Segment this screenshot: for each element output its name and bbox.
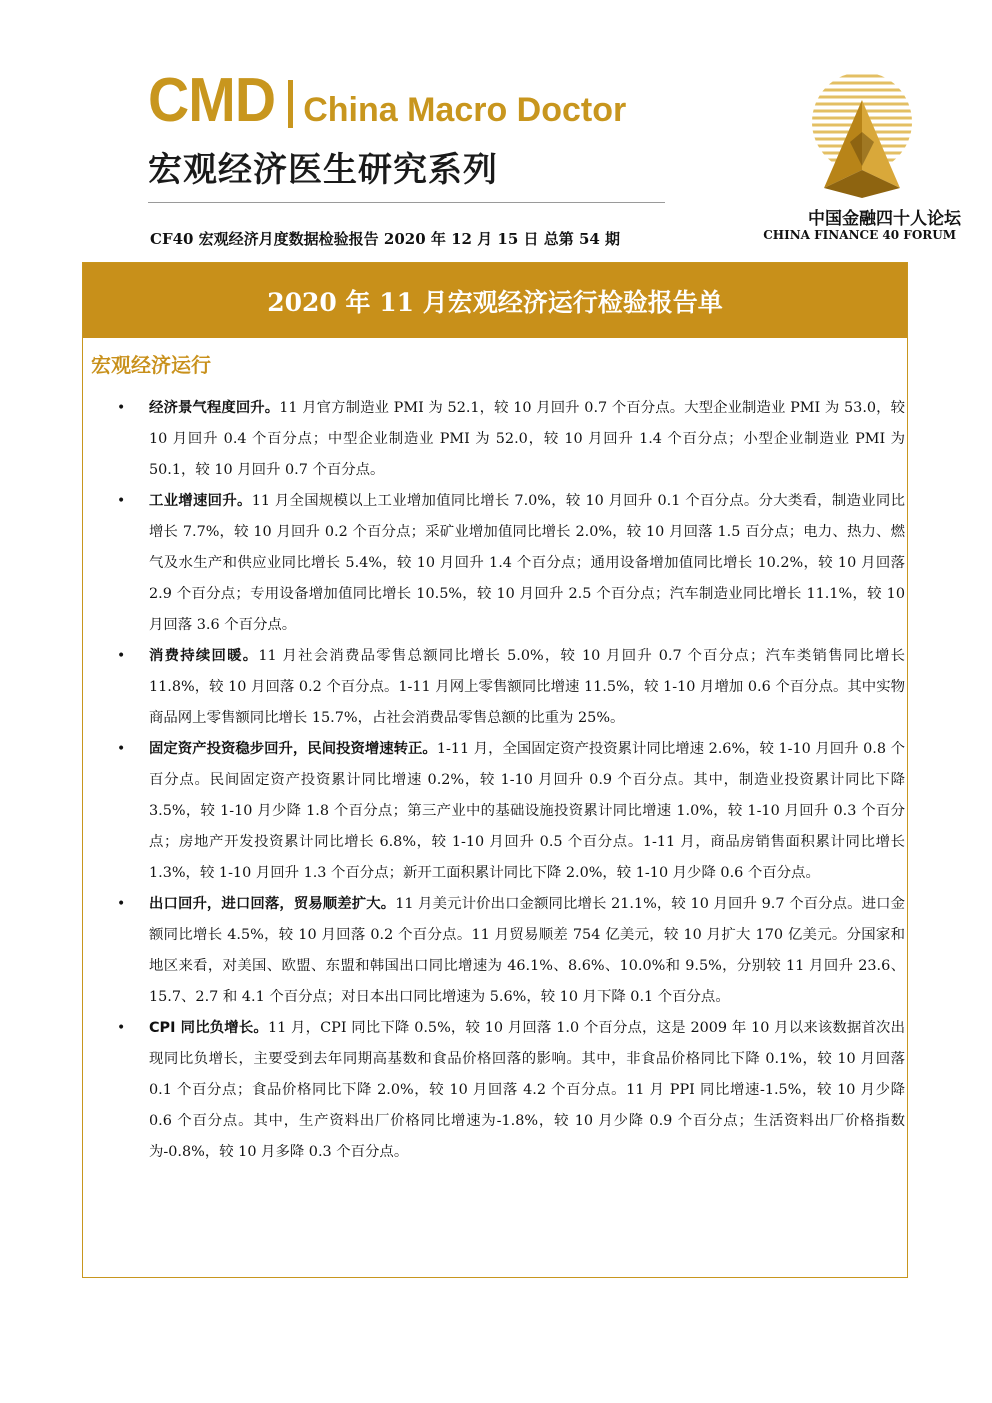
section-heading: 宏观经济运行 bbox=[91, 353, 211, 377]
bullet-icon: • bbox=[117, 400, 126, 416]
bullet-lead: CPI 同比负增长。 bbox=[149, 1020, 268, 1036]
bullet-body: 11 月美元计价出口金额同比增长 21.1%，较 10 月回升 9.7 个百分点。进口金额同比增长 4.5%，较 10 月回落 0.2 个百分点。11 月贸易顺差 754 亿美元，较 10 月扩大 170 亿美元。分国家和地区来看，对美国、欧盟、东盟和韩国出口同比增速为 46.1%、8.6%、10.0%和 9.5%，分别较 11 月回升 23.6、15.7、2.7 和 4.1 个百分点；对日本出口同比增速为 5.6%，较 10 月下降 0.1 个百分点。 bbox=[149, 896, 905, 1005]
report-panel bbox=[82, 262, 908, 1278]
bullet-icon: • bbox=[117, 896, 126, 912]
bullet-lead: 工业增速回升。 bbox=[149, 493, 252, 509]
report-title-band bbox=[83, 263, 907, 338]
brand-abbreviation: CMD bbox=[148, 66, 276, 135]
brand-divider bbox=[288, 80, 293, 128]
pyramid-sun-icon bbox=[804, 70, 924, 200]
bullet-icon: • bbox=[117, 741, 126, 757]
header-divider bbox=[148, 202, 665, 203]
bullet-body: 11 月，CPI 同比下降 0.5%，较 10 月回落 1.0 个百分点，这是 2009 年 10 月以来该数据首次出现同比负增长，主要受到去年同期高基数和食品价格回落的影响。其中，非食品价格同比下降 0.1%，较 10 月回落 0.1 个百分点；食品价格同比下降 2.0%，较 10 月回落 4.2 个百分点。11 月 PPI 同比增速-1.5%，较 10 月少降 0.6 个百分点。其中，生产资料出厂价格同比增速为-1.8%，较 10 月少降 0.9 个百分点；生活资料出厂价格指数为-0.8%，较 10 月多降 0.3 个百分点。 bbox=[149, 1020, 905, 1160]
bullet-body: 11 月社会消费品零售总额同比增长 5.0%，较 10 月回升 0.7 个百分点；汽车类销售同比增长 11.8%，较 10 月回落 0.2 个百分点。1-11 月网上零售额同比增速 11.5%，较 1-10 月增加 0.6 个百分点。其中实物商品网上零售额同比增长 15.7%，占社会消费品零售总额的比重为 25%。 bbox=[149, 648, 905, 726]
list-item bbox=[117, 641, 905, 734]
issue-info: CF40 宏观经济月度数据检验报告 2020 年 12 月 15 日 总第 54 期 bbox=[150, 230, 621, 248]
bullet-lead: 出口回升，进口回落，贸易顺差扩大。 bbox=[149, 896, 396, 912]
bullet-icon: • bbox=[117, 493, 126, 509]
bullet-body: 1-11 月，全国固定资产投资累计同比增速 2.6%，较 1-10 月回升 0.8 个百分点。民间固定资产投资累计同比增速 0.2%，较 1-10 月回升 0.9 个百分点。其中，制造业投资累计同比下降 3.5%，较 1-10 月少降 1.8 个百分点；第三产业中的基础设施投资累计同比增速 1.0%，较 1-10 月回升 0.3 个百分点；房地产开发投资累计同比增长 6.8%，较 1-10 月回升 0.5 个百分点。1-11 月，商品房销售面积累计同比增长 1.3%，较 1-10 月回升 1.3 个百分点；新开工面积累计同比下降 2.0%，较 1-10 月少降 0.6 个百分点。 bbox=[149, 741, 905, 881]
series-title: 宏观经济医生研究系列 bbox=[148, 150, 498, 190]
bullet-icon: • bbox=[117, 648, 126, 664]
forum-logo bbox=[763, 70, 961, 250]
list-item bbox=[117, 486, 905, 641]
report-title: 2020 年 11 月宏观经济运行检验报告单 bbox=[267, 287, 723, 317]
brand-full-name: China Macro Doctor bbox=[303, 91, 627, 129]
bullet-body: 11 月全国规模以上工业增加值同比增长 7.0%，较 10 月回升 0.1 个百分点。分大类看，制造业同比增长 7.7%，较 10 月回升 0.2 个百分点；采矿业增加值同比增长 2.0%，较 10 月回落 1.5 百分点；电力、热力、燃气及水生产和供应业同比增长 5.4%，较 10 月回升 1.4 个百分点；通用设备增加值同比增长 10.2%，较 10 月回落 2.9 个百分点；专用设备增加值同比增长 10.5%，较 10 月回升 2.5 个百分点；汽车制造业同比增长 11.1%，较 10 月回落 3.6 个百分点。 bbox=[149, 493, 905, 633]
forum-name-cn: 中国金融四十人论坛 bbox=[808, 209, 961, 229]
bullet-lead: 经济景气程度回升。 bbox=[149, 400, 280, 416]
list-item bbox=[117, 393, 905, 486]
list-item bbox=[117, 1013, 905, 1168]
forum-name-en: CHINA FINANCE 40 FORUM bbox=[763, 228, 956, 242]
bullet-icon: • bbox=[117, 1020, 126, 1036]
bullet-lead: 消费持续回暖。 bbox=[149, 648, 259, 664]
brand-row bbox=[148, 66, 627, 135]
report-header bbox=[0, 0, 992, 260]
list-item bbox=[117, 734, 905, 889]
bullet-lead: 固定资产投资稳步回升，民间投资增速转正。 bbox=[149, 741, 437, 757]
bullet-body: 11 月官方制造业 PMI 为 52.1，较 10 月回升 0.7 个百分点。大型企业制造业 PMI 为 53.0，较 10 月回升 0.4 个百分点；中型企业制造业 PMI 为 52.0，较 10 月回升 1.4 个百分点；小型企业制造业 PMI 为 50.1，较 10 月回升 0.7 个百分点。 bbox=[149, 400, 905, 478]
list-item bbox=[117, 889, 905, 1013]
bullet-list bbox=[117, 393, 905, 1168]
